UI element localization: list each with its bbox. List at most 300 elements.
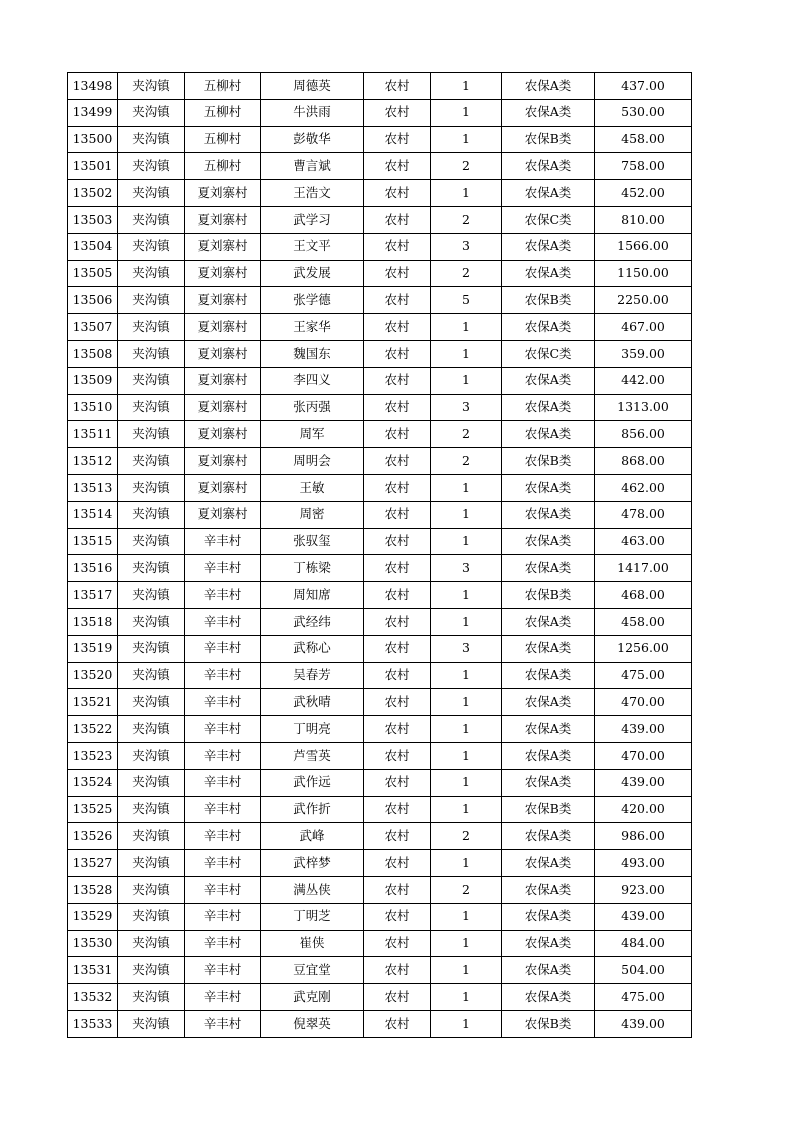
row-id-cell: 13509 [68, 367, 118, 394]
area-cell: 农村 [364, 608, 431, 635]
table-row [68, 984, 692, 1011]
row-id-cell: 13531 [68, 957, 118, 984]
amount-cell: 463.00 [595, 528, 692, 555]
village-cell: 五柳村 [185, 153, 261, 180]
row-id-cell: 13523 [68, 742, 118, 769]
category-cell: 农保A类 [502, 716, 595, 743]
town-cell: 夹沟镇 [118, 903, 185, 930]
area-cell: 农村 [364, 340, 431, 367]
category-cell: 农保A类 [502, 635, 595, 662]
amount-cell: 758.00 [595, 153, 692, 180]
name-cell: 武经纬 [261, 608, 364, 635]
category-cell: 农保A类 [502, 957, 595, 984]
area-cell: 农村 [364, 957, 431, 984]
row-id-cell: 13521 [68, 689, 118, 716]
table-row [68, 367, 692, 394]
count-cell: 1 [431, 340, 502, 367]
amount-cell: 439.00 [595, 769, 692, 796]
table-row [68, 930, 692, 957]
area-cell: 农村 [364, 233, 431, 260]
area-cell: 农村 [364, 716, 431, 743]
area-cell: 农村 [364, 126, 431, 153]
name-cell: 王敏 [261, 474, 364, 501]
town-cell: 夹沟镇 [118, 314, 185, 341]
count-cell: 1 [431, 850, 502, 877]
row-id-cell: 13500 [68, 126, 118, 153]
category-cell: 农保A类 [502, 876, 595, 903]
village-cell: 辛丰村 [185, 635, 261, 662]
category-cell: 农保A类 [502, 260, 595, 287]
town-cell: 夹沟镇 [118, 260, 185, 287]
village-cell: 辛丰村 [185, 903, 261, 930]
name-cell: 周知席 [261, 582, 364, 609]
row-id-cell: 13498 [68, 73, 118, 100]
category-cell: 农保B类 [502, 582, 595, 609]
count-cell: 2 [431, 823, 502, 850]
area-cell: 农村 [364, 314, 431, 341]
row-id-cell: 13505 [68, 260, 118, 287]
table-row [68, 474, 692, 501]
name-cell: 武称心 [261, 635, 364, 662]
area-cell: 农村 [364, 582, 431, 609]
village-cell: 辛丰村 [185, 608, 261, 635]
count-cell: 2 [431, 421, 502, 448]
village-cell: 辛丰村 [185, 876, 261, 903]
amount-cell: 868.00 [595, 448, 692, 475]
category-cell: 农保A类 [502, 180, 595, 207]
town-cell: 夹沟镇 [118, 180, 185, 207]
table-row [68, 742, 692, 769]
row-id-cell: 13526 [68, 823, 118, 850]
table-row [68, 689, 692, 716]
count-cell: 2 [431, 153, 502, 180]
row-id-cell: 13524 [68, 769, 118, 796]
village-cell: 辛丰村 [185, 662, 261, 689]
count-cell: 1 [431, 930, 502, 957]
amount-cell: 493.00 [595, 850, 692, 877]
town-cell: 夹沟镇 [118, 742, 185, 769]
count-cell: 1 [431, 582, 502, 609]
village-cell: 五柳村 [185, 73, 261, 100]
amount-cell: 530.00 [595, 99, 692, 126]
row-id-cell: 13517 [68, 582, 118, 609]
name-cell: 牛洪雨 [261, 99, 364, 126]
count-cell: 1 [431, 73, 502, 100]
amount-cell: 810.00 [595, 206, 692, 233]
village-cell: 夏刘寨村 [185, 340, 261, 367]
name-cell: 武发展 [261, 260, 364, 287]
town-cell: 夹沟镇 [118, 367, 185, 394]
name-cell: 彭敬华 [261, 126, 364, 153]
name-cell: 李四义 [261, 367, 364, 394]
count-cell: 1 [431, 314, 502, 341]
category-cell: 农保A类 [502, 421, 595, 448]
town-cell: 夹沟镇 [118, 555, 185, 582]
amount-cell: 1313.00 [595, 394, 692, 421]
area-cell: 农村 [364, 555, 431, 582]
table-row [68, 850, 692, 877]
count-cell: 2 [431, 206, 502, 233]
village-cell: 辛丰村 [185, 555, 261, 582]
amount-cell: 458.00 [595, 126, 692, 153]
amount-cell: 470.00 [595, 742, 692, 769]
category-cell: 农保A类 [502, 555, 595, 582]
row-id-cell: 13506 [68, 287, 118, 314]
name-cell: 武学习 [261, 206, 364, 233]
area-cell: 农村 [364, 796, 431, 823]
name-cell: 芦雪英 [261, 742, 364, 769]
area-cell: 农村 [364, 260, 431, 287]
row-id-cell: 13513 [68, 474, 118, 501]
amount-cell: 1417.00 [595, 555, 692, 582]
amount-cell: 856.00 [595, 421, 692, 448]
village-cell: 辛丰村 [185, 582, 261, 609]
row-id-cell: 13529 [68, 903, 118, 930]
town-cell: 夹沟镇 [118, 769, 185, 796]
count-cell: 1 [431, 957, 502, 984]
table-row [68, 233, 692, 260]
town-cell: 夹沟镇 [118, 850, 185, 877]
town-cell: 夹沟镇 [118, 716, 185, 743]
name-cell: 满丛侠 [261, 876, 364, 903]
count-cell: 3 [431, 233, 502, 260]
row-id-cell: 13512 [68, 448, 118, 475]
row-id-cell: 13507 [68, 314, 118, 341]
count-cell: 3 [431, 555, 502, 582]
village-cell: 辛丰村 [185, 823, 261, 850]
count-cell: 2 [431, 448, 502, 475]
count-cell: 1 [431, 608, 502, 635]
amount-cell: 1150.00 [595, 260, 692, 287]
name-cell: 王文平 [261, 233, 364, 260]
category-cell: 农保C类 [502, 206, 595, 233]
category-cell: 农保B类 [502, 448, 595, 475]
village-cell: 辛丰村 [185, 742, 261, 769]
town-cell: 夹沟镇 [118, 1010, 185, 1037]
name-cell: 武梓梦 [261, 850, 364, 877]
town-cell: 夹沟镇 [118, 876, 185, 903]
name-cell: 丁栋梁 [261, 555, 364, 582]
town-cell: 夹沟镇 [118, 394, 185, 421]
category-cell: 农保A类 [502, 501, 595, 528]
table-row [68, 796, 692, 823]
town-cell: 夹沟镇 [118, 984, 185, 1011]
amount-cell: 439.00 [595, 716, 692, 743]
category-cell: 农保A类 [502, 850, 595, 877]
table-row [68, 448, 692, 475]
village-cell: 五柳村 [185, 99, 261, 126]
count-cell: 1 [431, 501, 502, 528]
table-row [68, 769, 692, 796]
name-cell: 张丙强 [261, 394, 364, 421]
category-cell: 农保A类 [502, 984, 595, 1011]
row-id-cell: 13511 [68, 421, 118, 448]
area-cell: 农村 [364, 984, 431, 1011]
area-cell: 农村 [364, 180, 431, 207]
name-cell: 周军 [261, 421, 364, 448]
amount-cell: 439.00 [595, 1010, 692, 1037]
name-cell: 王家华 [261, 314, 364, 341]
village-cell: 夏刘寨村 [185, 233, 261, 260]
village-cell: 辛丰村 [185, 689, 261, 716]
name-cell: 曹言斌 [261, 153, 364, 180]
row-id-cell: 13515 [68, 528, 118, 555]
amount-cell: 1256.00 [595, 635, 692, 662]
town-cell: 夹沟镇 [118, 421, 185, 448]
row-id-cell: 13508 [68, 340, 118, 367]
count-cell: 1 [431, 796, 502, 823]
village-cell: 辛丰村 [185, 796, 261, 823]
village-cell: 辛丰村 [185, 850, 261, 877]
table-row [68, 394, 692, 421]
area-cell: 农村 [364, 635, 431, 662]
town-cell: 夹沟镇 [118, 501, 185, 528]
amount-cell: 1566.00 [595, 233, 692, 260]
town-cell: 夹沟镇 [118, 73, 185, 100]
town-cell: 夹沟镇 [118, 582, 185, 609]
count-cell: 1 [431, 769, 502, 796]
count-cell: 1 [431, 689, 502, 716]
area-cell: 农村 [364, 474, 431, 501]
area-cell: 农村 [364, 421, 431, 448]
count-cell: 1 [431, 662, 502, 689]
amount-cell: 484.00 [595, 930, 692, 957]
village-cell: 辛丰村 [185, 716, 261, 743]
category-cell: 农保B类 [502, 126, 595, 153]
town-cell: 夹沟镇 [118, 930, 185, 957]
category-cell: 农保A类 [502, 903, 595, 930]
row-id-cell: 13501 [68, 153, 118, 180]
town-cell: 夹沟镇 [118, 689, 185, 716]
row-id-cell: 13533 [68, 1010, 118, 1037]
table-row [68, 662, 692, 689]
table-row [68, 153, 692, 180]
row-id-cell: 13518 [68, 608, 118, 635]
table-row [68, 180, 692, 207]
area-cell: 农村 [364, 930, 431, 957]
area-cell: 农村 [364, 689, 431, 716]
village-cell: 夏刘寨村 [185, 206, 261, 233]
category-cell: 农保A类 [502, 662, 595, 689]
category-cell: 农保A类 [502, 742, 595, 769]
village-cell: 辛丰村 [185, 957, 261, 984]
category-cell: 农保B类 [502, 796, 595, 823]
amount-cell: 458.00 [595, 608, 692, 635]
name-cell: 倪翠英 [261, 1010, 364, 1037]
name-cell: 吴春芳 [261, 662, 364, 689]
category-cell: 农保A类 [502, 153, 595, 180]
count-cell: 5 [431, 287, 502, 314]
town-cell: 夹沟镇 [118, 608, 185, 635]
area-cell: 农村 [364, 99, 431, 126]
name-cell: 武作远 [261, 769, 364, 796]
row-id-cell: 13516 [68, 555, 118, 582]
village-cell: 辛丰村 [185, 769, 261, 796]
area-cell: 农村 [364, 769, 431, 796]
row-id-cell: 13522 [68, 716, 118, 743]
name-cell: 魏国东 [261, 340, 364, 367]
category-cell: 农保A类 [502, 99, 595, 126]
table-row [68, 716, 692, 743]
village-cell: 夏刘寨村 [185, 367, 261, 394]
row-id-cell: 13502 [68, 180, 118, 207]
subsidy-table [67, 72, 692, 1038]
town-cell: 夹沟镇 [118, 99, 185, 126]
row-id-cell: 13527 [68, 850, 118, 877]
area-cell: 农村 [364, 287, 431, 314]
town-cell: 夹沟镇 [118, 126, 185, 153]
town-cell: 夹沟镇 [118, 528, 185, 555]
amount-cell: 923.00 [595, 876, 692, 903]
name-cell: 张学德 [261, 287, 364, 314]
town-cell: 夹沟镇 [118, 448, 185, 475]
count-cell: 1 [431, 126, 502, 153]
name-cell: 丁明亮 [261, 716, 364, 743]
row-id-cell: 13519 [68, 635, 118, 662]
table-row [68, 823, 692, 850]
table-body [68, 73, 692, 1038]
area-cell: 农村 [364, 448, 431, 475]
row-id-cell: 13532 [68, 984, 118, 1011]
table-row [68, 876, 692, 903]
name-cell: 武作折 [261, 796, 364, 823]
table-row [68, 1010, 692, 1037]
table-row [68, 260, 692, 287]
amount-cell: 359.00 [595, 340, 692, 367]
category-cell: 农保A类 [502, 474, 595, 501]
town-cell: 夹沟镇 [118, 957, 185, 984]
table-row [68, 528, 692, 555]
count-cell: 1 [431, 528, 502, 555]
category-cell: 农保A类 [502, 73, 595, 100]
table-row [68, 73, 692, 100]
name-cell: 王浩文 [261, 180, 364, 207]
category-cell: 农保B类 [502, 1010, 595, 1037]
table-row [68, 287, 692, 314]
table-row [68, 314, 692, 341]
name-cell: 周德英 [261, 73, 364, 100]
count-cell: 1 [431, 180, 502, 207]
area-cell: 农村 [364, 876, 431, 903]
village-cell: 夏刘寨村 [185, 448, 261, 475]
village-cell: 夏刘寨村 [185, 314, 261, 341]
area-cell: 农村 [364, 394, 431, 421]
area-cell: 农村 [364, 823, 431, 850]
town-cell: 夹沟镇 [118, 287, 185, 314]
table-row [68, 501, 692, 528]
area-cell: 农村 [364, 850, 431, 877]
town-cell: 夹沟镇 [118, 796, 185, 823]
village-cell: 辛丰村 [185, 930, 261, 957]
row-id-cell: 13503 [68, 206, 118, 233]
row-id-cell: 13530 [68, 930, 118, 957]
category-cell: 农保A类 [502, 769, 595, 796]
town-cell: 夹沟镇 [118, 635, 185, 662]
town-cell: 夹沟镇 [118, 153, 185, 180]
village-cell: 夏刘寨村 [185, 260, 261, 287]
table-row [68, 635, 692, 662]
area-cell: 农村 [364, 501, 431, 528]
category-cell: 农保A类 [502, 930, 595, 957]
amount-cell: 475.00 [595, 984, 692, 1011]
village-cell: 五柳村 [185, 126, 261, 153]
village-cell: 夏刘寨村 [185, 287, 261, 314]
row-id-cell: 13510 [68, 394, 118, 421]
village-cell: 辛丰村 [185, 1010, 261, 1037]
amount-cell: 470.00 [595, 689, 692, 716]
table-row [68, 126, 692, 153]
count-cell: 1 [431, 474, 502, 501]
area-cell: 农村 [364, 742, 431, 769]
row-id-cell: 13525 [68, 796, 118, 823]
amount-cell: 986.00 [595, 823, 692, 850]
area-cell: 农村 [364, 73, 431, 100]
count-cell: 1 [431, 716, 502, 743]
amount-cell: 475.00 [595, 662, 692, 689]
amount-cell: 468.00 [595, 582, 692, 609]
village-cell: 辛丰村 [185, 984, 261, 1011]
table-row [68, 340, 692, 367]
row-id-cell: 13520 [68, 662, 118, 689]
name-cell: 武秋晴 [261, 689, 364, 716]
name-cell: 豆宜堂 [261, 957, 364, 984]
town-cell: 夹沟镇 [118, 474, 185, 501]
count-cell: 1 [431, 742, 502, 769]
amount-cell: 452.00 [595, 180, 692, 207]
area-cell: 农村 [364, 662, 431, 689]
amount-cell: 478.00 [595, 501, 692, 528]
village-cell: 夏刘寨村 [185, 180, 261, 207]
table-row [68, 421, 692, 448]
category-cell: 农保A类 [502, 233, 595, 260]
name-cell: 武克刚 [261, 984, 364, 1011]
category-cell: 农保B类 [502, 287, 595, 314]
area-cell: 农村 [364, 903, 431, 930]
amount-cell: 462.00 [595, 474, 692, 501]
village-cell: 夏刘寨村 [185, 474, 261, 501]
table-row [68, 608, 692, 635]
village-cell: 夏刘寨村 [185, 421, 261, 448]
village-cell: 辛丰村 [185, 528, 261, 555]
town-cell: 夹沟镇 [118, 233, 185, 260]
category-cell: 农保A类 [502, 689, 595, 716]
row-id-cell: 13504 [68, 233, 118, 260]
amount-cell: 420.00 [595, 796, 692, 823]
count-cell: 3 [431, 394, 502, 421]
amount-cell: 437.00 [595, 73, 692, 100]
amount-cell: 442.00 [595, 367, 692, 394]
name-cell: 张驭玺 [261, 528, 364, 555]
count-cell: 1 [431, 903, 502, 930]
category-cell: 农保A类 [502, 367, 595, 394]
category-cell: 农保C类 [502, 340, 595, 367]
area-cell: 农村 [364, 206, 431, 233]
town-cell: 夹沟镇 [118, 823, 185, 850]
count-cell: 1 [431, 984, 502, 1011]
name-cell: 周明会 [261, 448, 364, 475]
row-id-cell: 13514 [68, 501, 118, 528]
name-cell: 崔侠 [261, 930, 364, 957]
table-row [68, 99, 692, 126]
category-cell: 农保A类 [502, 394, 595, 421]
table-row [68, 206, 692, 233]
category-cell: 农保A类 [502, 608, 595, 635]
count-cell: 1 [431, 99, 502, 126]
category-cell: 农保A类 [502, 528, 595, 555]
name-cell: 武峰 [261, 823, 364, 850]
count-cell: 2 [431, 876, 502, 903]
count-cell: 2 [431, 260, 502, 287]
